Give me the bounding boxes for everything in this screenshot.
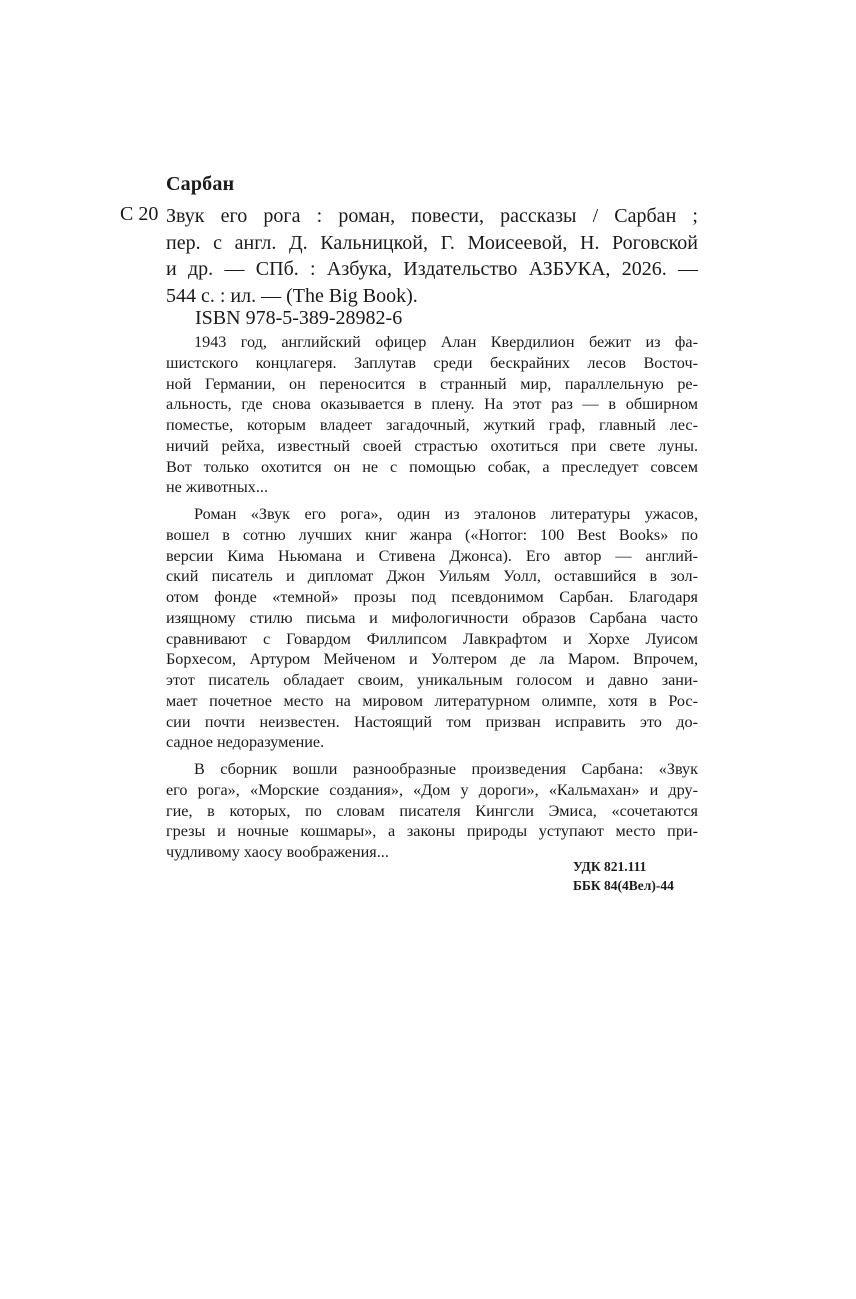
annotation-line: сравнивают с Говардом Филлипсом Лавкрафтом и Хорхе Луисом bbox=[166, 629, 698, 648]
isbn: ISBN 978-5-389-28982-6 bbox=[195, 307, 403, 329]
annotation-line: альность, где снова оказывается в плену. На этот раз — в обширном bbox=[166, 395, 698, 414]
author-heading: Сарбан bbox=[166, 173, 235, 195]
bibliographic-line: пер. с англ. Д. Кальницкой, Г. Моисеевой, Н. Роговской bbox=[166, 231, 698, 254]
bibliographic-line: Звук его рога : роман, повести, рассказы / Сарбан ; bbox=[166, 205, 698, 227]
shelf-code: С 20 bbox=[120, 203, 159, 225]
annotation-line: этот писатель обладает своим, уникальным голосом и давно зани- bbox=[166, 671, 698, 689]
bbk-code: ББК 84(4Вел)-44 bbox=[573, 877, 674, 893]
annotation bbox=[166, 332, 698, 863]
annotation-line: шистского концлагеря. Заплутав среди бескрайних лесов Восточ- bbox=[166, 353, 698, 372]
annotation-line: поместье, которым владеет загадочный, жуткий граф, главный лес- bbox=[166, 416, 698, 434]
annotation-line: 1943 год, английский офицер Алан Квердилион бежит из фа- bbox=[194, 333, 698, 351]
annotation-line: гие, в которых, по словам писателя Кингсли Эмиса, «сочетаются bbox=[166, 801, 698, 820]
annotation-line: отом фонде «темной» прозы под псевдонимом Сарбан. Благодаря bbox=[166, 588, 698, 606]
annotation-line: чудливому хаосу воображения... bbox=[166, 843, 389, 861]
classification-codes bbox=[573, 858, 674, 895]
annotation-line: вошел в сотню лучших книг жанра («Horror: 100 Best Books» по bbox=[166, 525, 698, 544]
bibliographic-line: 544 с. : ил. — (The Big Book). bbox=[166, 284, 418, 307]
annotation-line: Борхесом, Артуром Мейченом и Уолтером де ла Маром. Впрочем, bbox=[166, 650, 698, 669]
annotation-line: В сборник вошли разнообразные произведения Сарбана: «Звук bbox=[194, 760, 698, 778]
annotation-line: мает почетное место на мировом литературном олимпе, хотя в Рос- bbox=[166, 691, 698, 710]
udk-code: УДК 821.111 bbox=[573, 859, 647, 874]
annotation-line: ничий рейха, известный своей страстью охотиться при свете луны. bbox=[166, 436, 698, 455]
annotation-line: садное недоразумение. bbox=[166, 733, 325, 752]
annotation-line: сии почти неизвестен. Настоящий том призван исправить это до- bbox=[166, 712, 698, 731]
annotation-line: изящному стилю письма и мифологичности образов Сарбана часто bbox=[166, 608, 698, 627]
annotation-line: Вот только охотится он не с помощью собак, а преследует совсем bbox=[166, 457, 698, 476]
annotation-line: ский писатель и дипломат Джон Уильям Уолл, оставшийся в зол- bbox=[166, 567, 698, 586]
annotation-line: ной Германии, он переносится в странный мир, параллельную ре- bbox=[166, 374, 698, 393]
annotation-line: грезы и ночные кошмары», а законы природы уступают место при- bbox=[166, 822, 698, 841]
bibliographic-description bbox=[166, 203, 698, 309]
bibliographic-line: и др. — СПб. : Азбука, Издательство АЗБУКА, 2026. — bbox=[166, 258, 698, 280]
annotation-line: версии Кима Ньюмана и Стивена Джонса). Его автор — англий- bbox=[166, 546, 698, 565]
annotation-line: не животных... bbox=[166, 478, 269, 497]
annotation-line: Роман «Звук его рога», один из эталонов литературы ужасов, bbox=[194, 505, 698, 523]
annotation-line: его рога», «Морские создания», «Дом у дороги», «Кальмахан» и дру- bbox=[166, 780, 698, 799]
